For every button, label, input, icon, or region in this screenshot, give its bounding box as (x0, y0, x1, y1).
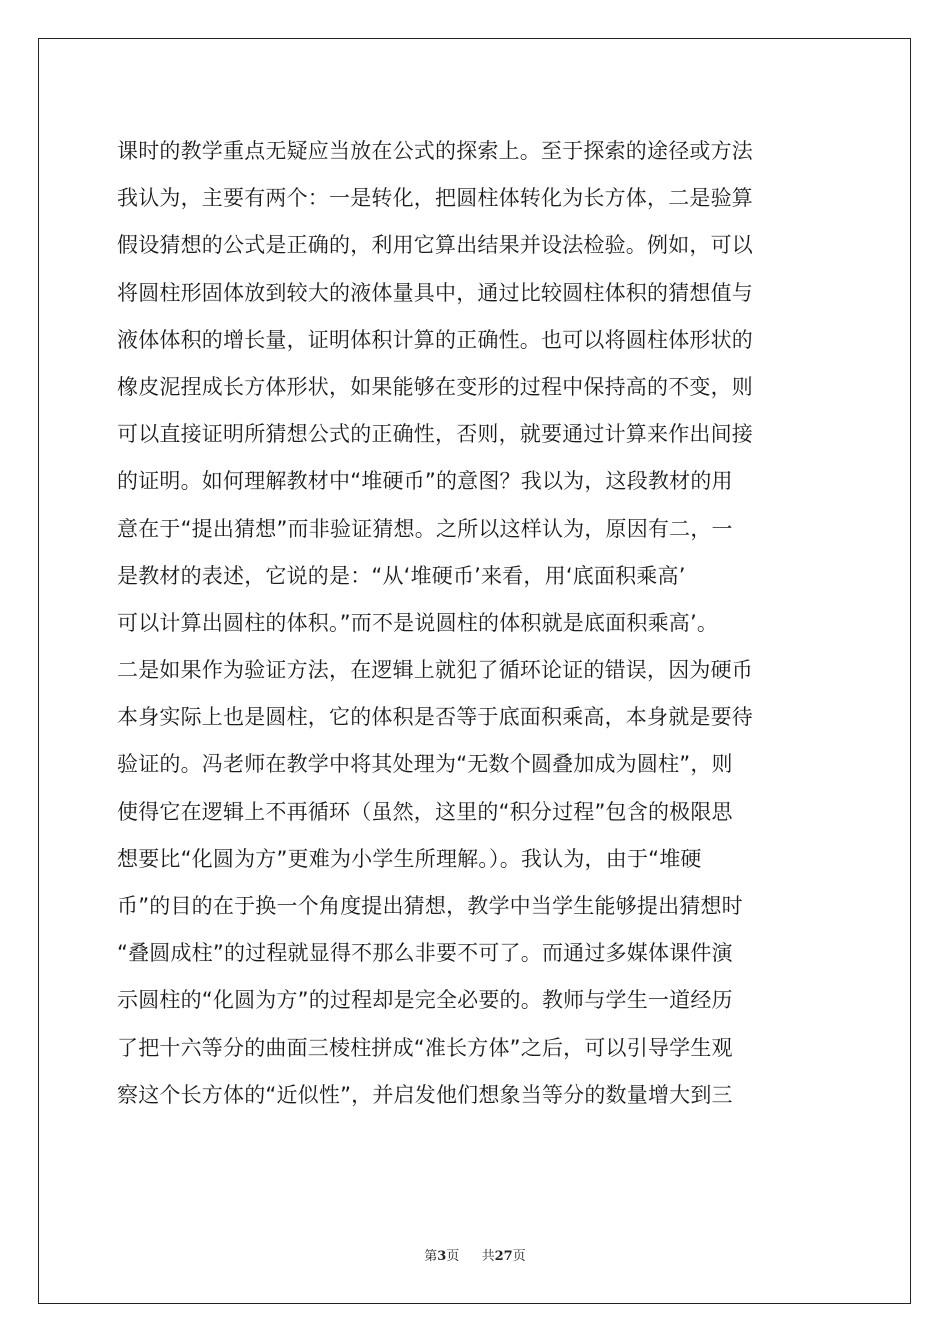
text-line: 我认为，主要有两个：一是转化，把圆柱体转化为长方体，二是验算 (117, 186, 753, 211)
page-number (424, 1245, 459, 1264)
text-line: 想要比“化圆为方”更难为小学生所理解。）。我认为，由于“堆硬 (117, 846, 702, 871)
page-suffix: 页 (446, 1249, 460, 1264)
text-line: 示圆柱的“化圆为方”的过程却是完全必要的。教师与学生一道经历 (117, 988, 733, 1013)
text-line: 可以直接证明所猜想公式的正确性，否则，就要通过计算来作出间接 (117, 422, 753, 447)
total-suffix: 页 (512, 1249, 526, 1264)
text-line: 察这个长方体的“近似性”，并启发他们想象当等分的数量增大到三 (117, 1082, 733, 1107)
page-footer (0, 1245, 950, 1264)
text-line: 橡皮泥捏成长方体形状，如果能够在变形的过程中保持高的不变，则 (117, 374, 753, 399)
text-line: 验证的。冯老师在教学中将其处理为“无数个圆叠加成为圆柱”，则 (117, 752, 733, 777)
total-pages: 27 (494, 1249, 513, 1264)
text-line: 使得它在逻辑上不再循环（虽然，这里的“积分过程”包含的极限思 (117, 799, 733, 824)
page-total (482, 1245, 526, 1264)
text-line: 假设猜想的公式是正确的，利用它算出结果并设法检验。例如，可以 (117, 233, 753, 258)
document-body (117, 128, 837, 1119)
text-line: 二是如果作为验证方法，在逻辑上就犯了循环论证的错误，因为硬币 (117, 658, 753, 683)
text-line: 可以计算出圆柱的体积。”而不是说圆柱的体积就是底面积乘高’。 (117, 610, 719, 635)
page-prefix: 第 (424, 1249, 438, 1264)
text-line: 的证明。如何理解教材中“堆硬币”的意图？我以为，这段教材的用 (117, 469, 733, 494)
text-line: 币”的目的在于换一个角度提出猜想，教学中当学生能够提出猜想时 (117, 894, 743, 918)
total-prefix: 共 (481, 1249, 495, 1264)
text-line: 是教材的表述，它说的是：“从‘堆硬币’来看，用‘底面积乘高’ (117, 563, 686, 588)
text-line: 课时的教学重点无疑应当放在公式的探索上。至于探索的途径或方法 (117, 139, 753, 163)
text-line: 了把十六等分的曲面三棱柱拼成“准长方体”之后，可以引导学生观 (117, 1035, 733, 1060)
text-line: 将圆柱形固体放到较大的液体量具中，通过比较圆柱体积的猜想值与 (117, 280, 753, 305)
page-current: 3 (437, 1249, 447, 1264)
text-line: 意在于“提出猜想”而非验证猜想。之所以这样认为，原因有二，一 (117, 516, 733, 541)
text-line: 液体体积的增长量，证明体积计算的正确性。也可以将圆柱体形状的 (117, 327, 753, 352)
text-line: “叠圆成柱”的过程就显得不那么非要不可了。而通过多媒体课件演 (117, 941, 733, 966)
text-line: 本身实际上也是圆柱，它的体积是否等于底面积乘高，本身就是要待 (117, 705, 753, 730)
